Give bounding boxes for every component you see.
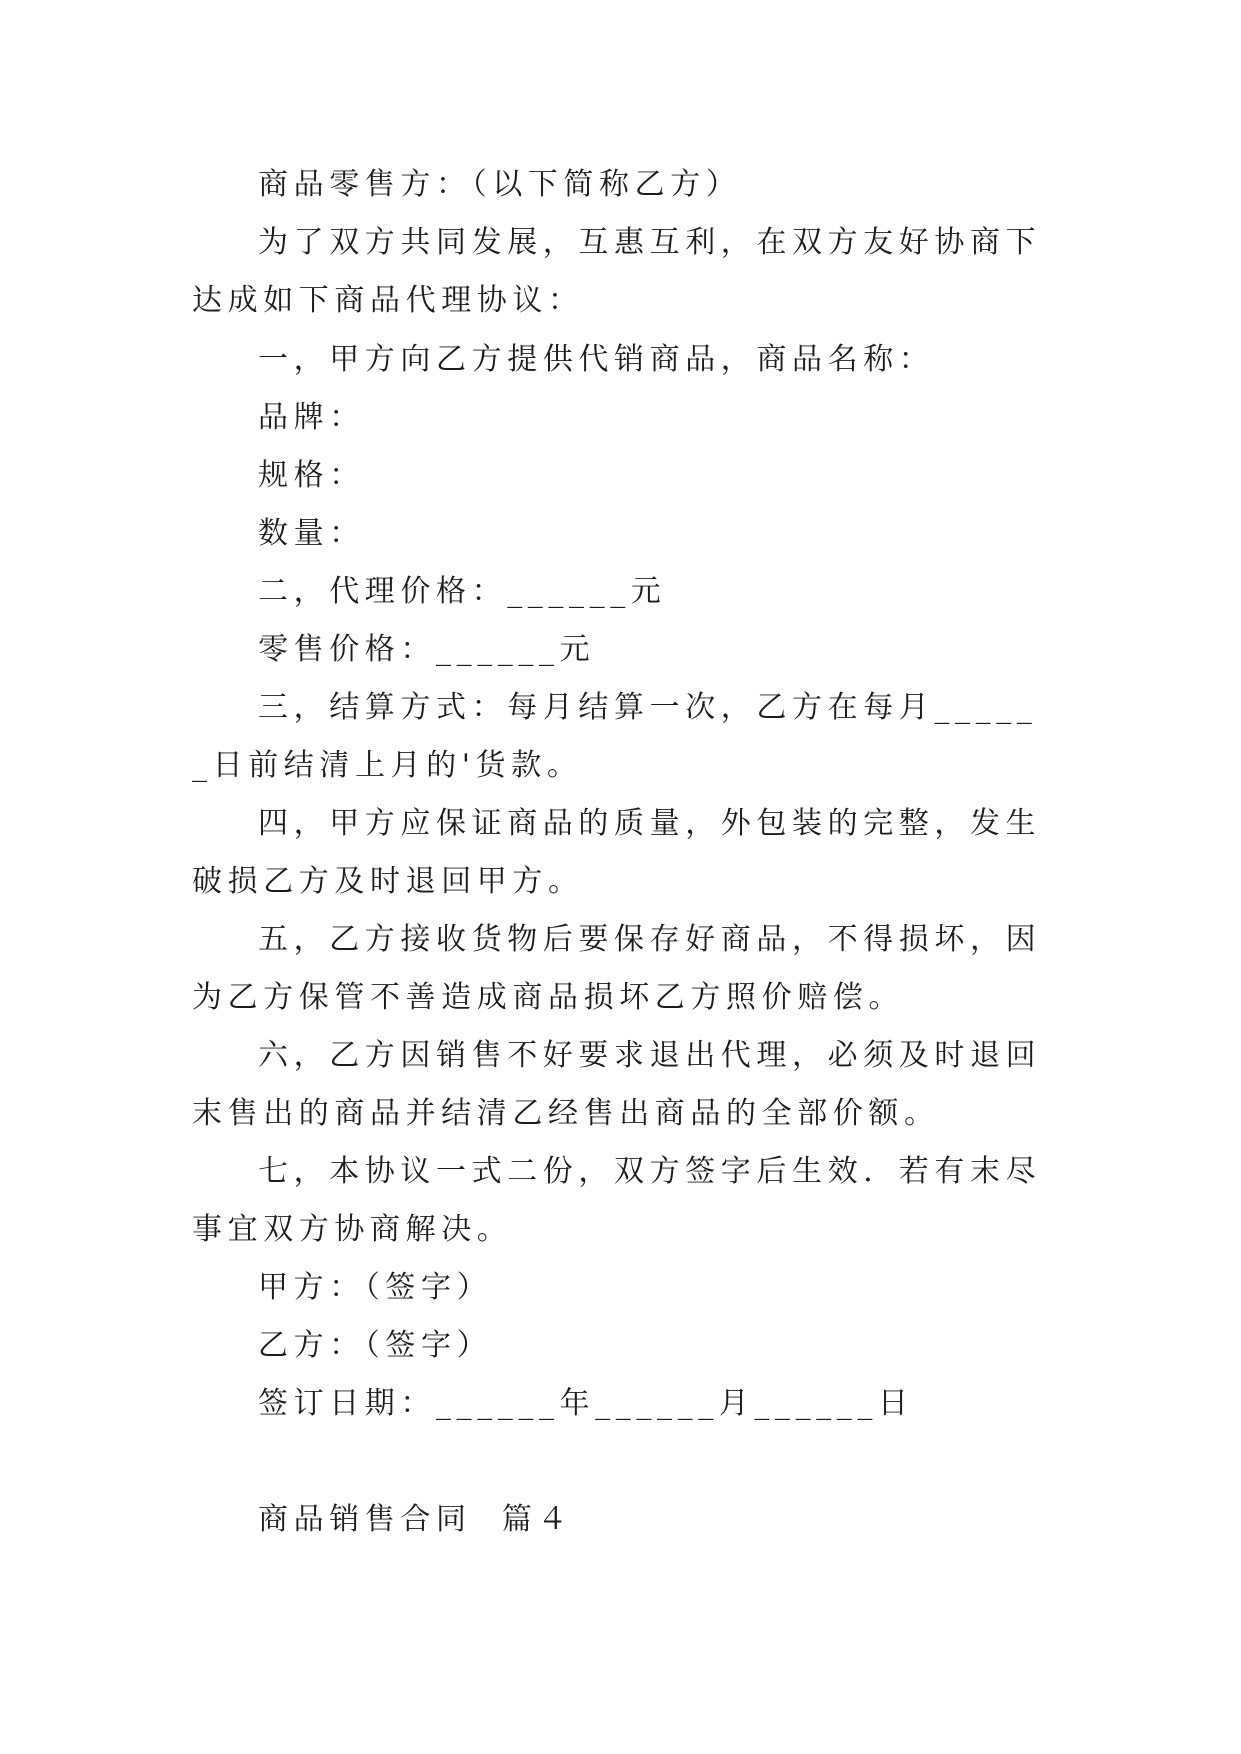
clause-4-quality: 四，甲方应保证商品的质量，外包装的完整，发生破损乙方及时退回甲方。	[192, 806, 1042, 899]
clause-6-withdrawal: 六，乙方因销售不好要求退出代理，必须及时退回末售出的商品并结清乙经售出商品的全部价额。	[192, 1038, 1042, 1131]
clause-1-goods: 一，甲方向乙方提供代销商品，商品名称：	[258, 342, 935, 377]
retailer-party-line: 商品零售方：（以下简称乙方）	[258, 167, 742, 202]
party-b-signature-line: 乙方：（签字）	[258, 1328, 493, 1363]
section-heading: 商品销售合同 篇４	[258, 1502, 574, 1537]
goods-spec-line: 规格：	[258, 458, 365, 493]
clause-2-agency-price: 二，代理价格：______元	[258, 574, 667, 609]
clause-7-validity: 七，本协议一式二份，双方签字后生效．若有末尽事宜双方协商解决。	[192, 1154, 1042, 1247]
retail-price-line: 零售价格：______元	[258, 632, 596, 667]
signing-date-line: 签订日期：______年______月______日	[258, 1386, 914, 1421]
clause-3-settlement: 三，结算方式：每月结算一次，乙方在每月______日前结清上月的'货款。	[192, 690, 1038, 783]
goods-quantity-line: 数量：	[258, 516, 365, 551]
party-a-signature-line: 甲方：（签字）	[258, 1270, 493, 1305]
goods-brand-line: 品牌：	[258, 400, 365, 435]
agreement-preamble: 为了双方共同发展，互惠互利，在双方友好协商下达成如下商品代理协议：	[192, 225, 1042, 318]
clause-5-storage: 五，乙方接收货物后要保存好商品，不得损坏，因为乙方保管不善造成商品损坏乙方照价赔偿。	[192, 922, 1042, 1015]
